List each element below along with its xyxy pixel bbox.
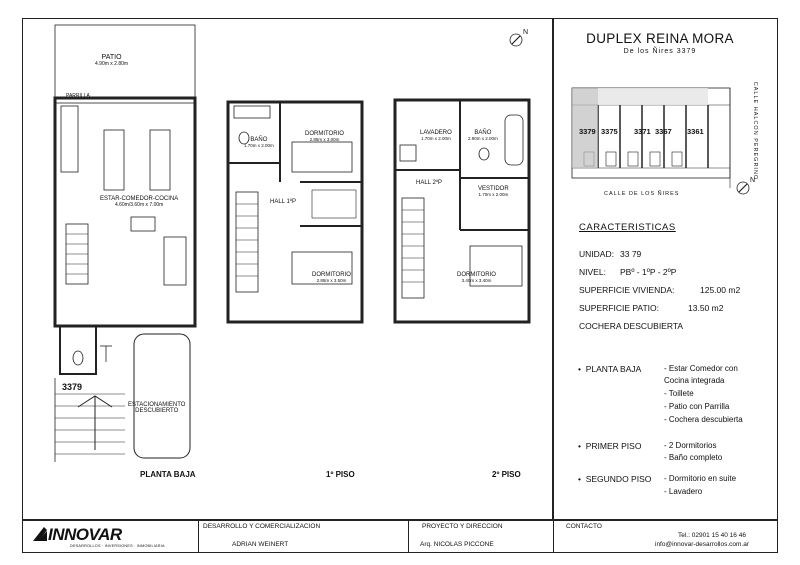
parrilla-label: PARRILLA xyxy=(66,93,90,99)
feature-item: Cocina integrada xyxy=(664,376,725,385)
site-unit-1: 3379 xyxy=(579,127,596,136)
feature-item: - Patio con Parrilla xyxy=(664,402,730,411)
feature-item: - Lavadero xyxy=(664,487,703,496)
feature-item: - Estar Comedor con xyxy=(664,364,738,373)
feature-cat-primer-piso: • PRIMER PISO xyxy=(578,441,642,451)
spec-nivel: NIVEL: PBº - 1ºP - 2ºP xyxy=(579,267,677,277)
unit-number-label: 3379 xyxy=(62,382,83,392)
site-unit-2: 3375 xyxy=(601,127,618,136)
primer-piso-title: 1º PISO xyxy=(326,470,355,479)
feature-cat-planta-baja: • PLANTA BAJA xyxy=(578,364,642,374)
contact-label: CONTACTO xyxy=(566,523,602,530)
specs-heading: CARACTERISTICAS xyxy=(579,222,676,233)
feature-item: - Toillete xyxy=(664,389,694,398)
feature-cat-segundo-piso: • SEGUNDO PISO xyxy=(578,474,652,484)
bano2-label: BAÑO 2.90m x 2.00m xyxy=(468,130,498,141)
north-label: N xyxy=(523,29,529,36)
contact-tel: Tel.: 02901 15 40 16 46 xyxy=(678,532,746,539)
estar-label: ESTAR-COMEDOR-COCINA 4.60m/3.60m x 7.00m xyxy=(100,196,179,208)
estacionamiento-label: ESTACIONAMIENTO DESCUBIERTO xyxy=(128,402,186,414)
spec-sup-vivienda: SUPERFICIE VIVIENDA: 125.00 m2 xyxy=(579,285,741,295)
feature-item: - Cochera descubierta xyxy=(664,415,743,424)
innovar-logo: INNOVAR xyxy=(48,525,122,544)
street-bottom-label: CALLE DE LOS ÑIRES xyxy=(604,191,680,197)
feature-item: - Dormitorio en suite xyxy=(664,474,737,483)
site-unit-3: 3371 xyxy=(634,127,651,136)
dormitorio1-label: DORMITORIO 2.85m x 3.00m xyxy=(305,131,344,142)
project-title: DUPLEX REINA MORA xyxy=(586,31,734,46)
bano1-label: BAÑO 1.70m x 2.00m xyxy=(244,137,274,148)
patio-label: PATIO 4.90m x 2.80m xyxy=(95,54,129,67)
project-address: De los Ñires 3379 xyxy=(623,48,697,55)
dormitorio2-label: DORMITORIO 2.85m x 3.50m xyxy=(312,272,351,283)
segundo-piso-title: 2º PISO xyxy=(492,470,521,479)
lavadero-label: LAVADERO 1.70m x 2.00m xyxy=(420,130,452,141)
dormitorio3-label: DORMITORIO 3.40m x 3.40m xyxy=(457,272,496,283)
contact-email[interactable]: info@innovar-desarrollos.com.ar xyxy=(655,541,750,548)
dev-name: ADRIAN WEINERT xyxy=(232,541,289,548)
spec-unidad: UNIDAD: 33 79 xyxy=(579,249,642,259)
hall1-label: HALL 1ºP xyxy=(270,199,296,205)
feature-item: - Baño completo xyxy=(664,453,723,462)
street-side-label: CALLE HALCON PEREGRINO xyxy=(752,81,759,181)
proj-label: PROYECTO Y DIRECCION xyxy=(422,523,503,530)
innovar-logo-sub: DESARROLLOS · INVERSIONES · INMOBILIARIA xyxy=(70,544,165,548)
site-unit-5: 3361 xyxy=(687,127,704,136)
dev-label: DESARROLLO Y COMERCIALIZACION xyxy=(203,523,321,530)
vestidor-label: VESTIDOR 1.70m x 2.00m xyxy=(478,186,509,197)
proj-name: Arq. NICOLAS PICCONE xyxy=(420,541,494,548)
spec-sup-patio: SUPERFICIE PATIO: 13.50 m2 xyxy=(579,303,724,313)
planta-baja-title: PLANTA BAJA xyxy=(140,470,196,479)
feature-item: - 2 Dormitorios xyxy=(664,441,717,450)
site-unit-4: 3367 xyxy=(655,127,672,136)
north-label-site: N xyxy=(750,177,756,184)
hall2-label: HALL 2ºP xyxy=(416,180,442,186)
spec-cochera: COCHERA DESCUBIERTA xyxy=(579,321,684,331)
